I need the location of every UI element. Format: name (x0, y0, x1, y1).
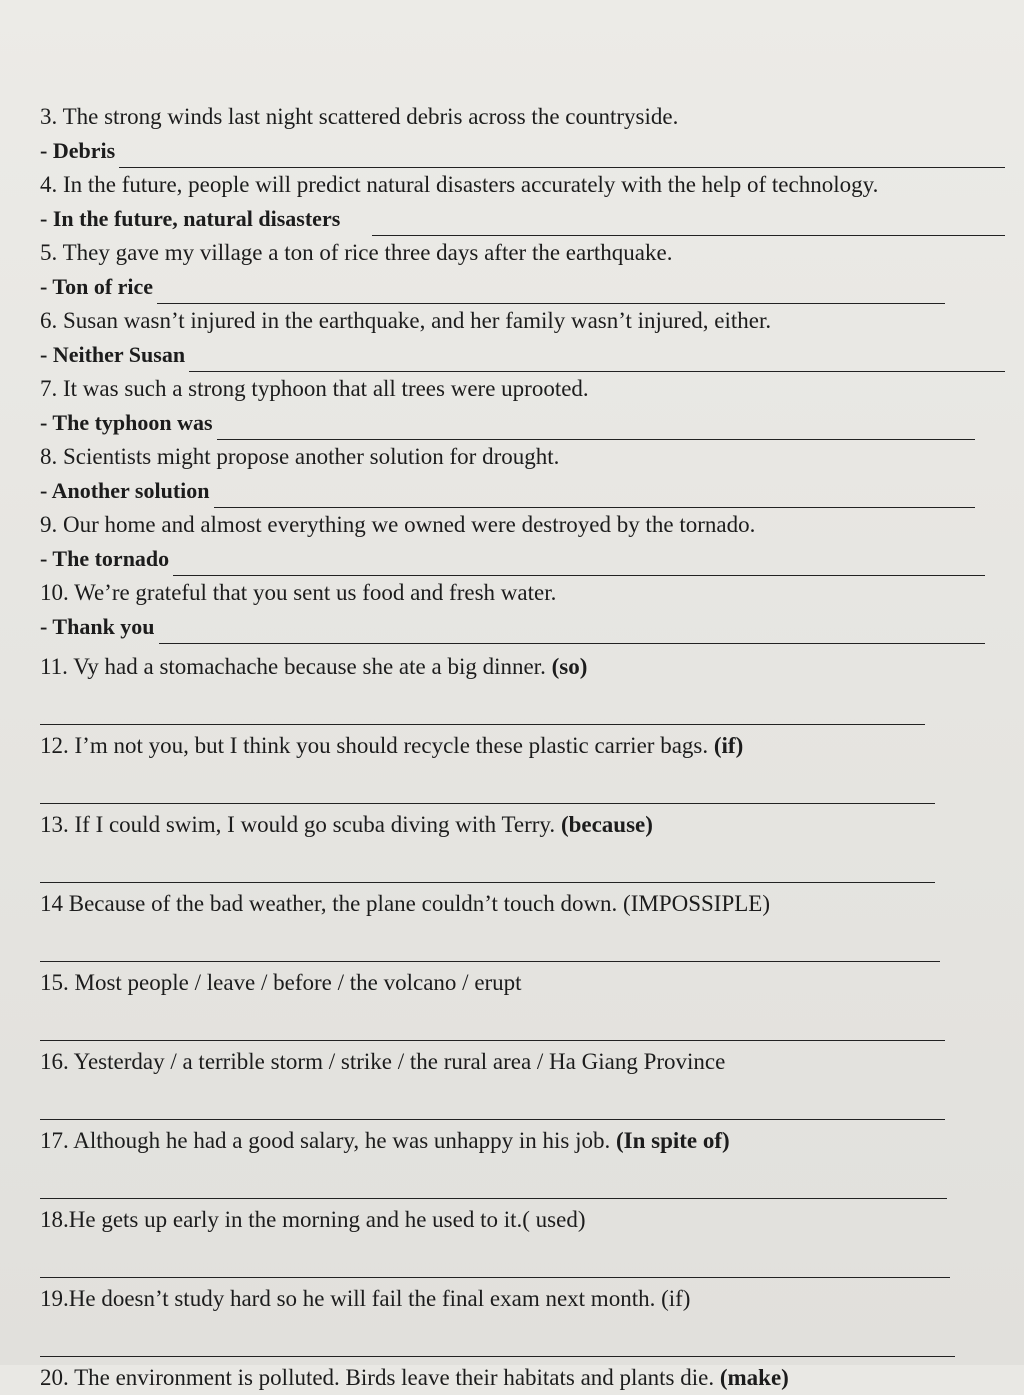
question-text: 16. Yesterday / a terrible storm / strike / the rural area / Ha Giang Province (40, 1049, 726, 1074)
item-4 (40, 168, 1005, 236)
question-sentence: 11. Vy had a stomachache because she ate a big dinner. (40, 654, 546, 679)
answer-lead: - The tornado (40, 546, 170, 571)
answer-lead: - Another solution (40, 478, 210, 503)
question-text (40, 650, 1005, 684)
item-19 (40, 1282, 1005, 1357)
question-hint: (so) (551, 654, 588, 679)
question-text: 10. We’re grateful that you sent us food and fresh water. (40, 580, 557, 605)
answer-blank[interactable] (159, 619, 985, 644)
item-13 (40, 808, 1005, 883)
answer-lead: - In the future, natural disasters (40, 206, 341, 231)
answer-blank[interactable] (157, 279, 945, 304)
item-18 (40, 1203, 1005, 1278)
question-text: 19.He doesn’t study hard so he will fail the final exam next month. (if) (40, 1286, 691, 1311)
answer-blank[interactable] (119, 143, 1005, 168)
question-sentence: 13. If I could swim, I would go scuba diving with Terry. (40, 812, 556, 837)
item-14 (40, 887, 1005, 962)
answer-rule[interactable] (40, 842, 935, 883)
answer-lead: - Ton of rice (40, 274, 154, 299)
answer-line[interactable] (40, 610, 1005, 644)
item-10 (40, 576, 1005, 644)
item-12 (40, 729, 1005, 804)
answer-rule[interactable] (40, 1000, 945, 1041)
answer-line[interactable] (40, 202, 1005, 236)
question-hint: (make) (719, 1365, 789, 1390)
exercise-list (40, 100, 1005, 1395)
question-text: 14 Because of the bad weather, the plane couldn’t touch down. (IMPOSSIPLE) (40, 891, 771, 916)
item-11 (40, 650, 1005, 725)
answer-lead: - The typhoon was (40, 410, 213, 435)
answer-rule[interactable] (40, 921, 940, 962)
answer-rule[interactable] (40, 1079, 945, 1120)
question-sentence: 20. The environment is polluted. Birds leave their habitats and plants die. (40, 1365, 715, 1390)
question-text: 7. It was such a strong typhoon that all trees were uprooted. (40, 376, 589, 401)
question-text: 3. The strong winds last night scattered debris across the countryside. (40, 104, 679, 129)
question-sentence: 12. I’m not you, but I think you should recycle these plastic carrier bags. (40, 733, 709, 758)
item-9 (40, 508, 1005, 576)
question-hint: (because) (560, 812, 653, 837)
answer-rule[interactable] (40, 1158, 947, 1199)
question-text: 9. Our home and almost everything we owned were destroyed by the tornado. (40, 512, 756, 537)
answer-lead: - Thank you (40, 614, 155, 639)
question-hint: (if) (713, 733, 744, 758)
answer-lead: - Neither Susan (40, 342, 186, 367)
question-text: 8. Scientists might propose another solution for drought. (40, 444, 560, 469)
answer-line[interactable] (40, 134, 1005, 168)
answer-lead: - Debris (40, 138, 116, 163)
answer-line[interactable] (40, 406, 1005, 440)
question-text (40, 729, 1005, 763)
answer-rule[interactable] (40, 1316, 955, 1357)
item-20 (40, 1361, 1005, 1395)
answer-line[interactable] (40, 338, 1005, 372)
item-3 (40, 100, 1005, 168)
answer-line[interactable] (40, 474, 1005, 508)
question-text (40, 1361, 1005, 1395)
item-7 (40, 372, 1005, 440)
question-text: 6. Susan wasn’t injured in the earthquake, and her family wasn’t injured, either. (40, 308, 772, 333)
question-text (40, 808, 1005, 842)
answer-rule[interactable] (40, 684, 925, 725)
answer-line[interactable] (40, 542, 1005, 576)
item-8 (40, 440, 1005, 508)
answer-blank[interactable] (217, 415, 975, 440)
question-hint: (In spite of) (615, 1128, 730, 1153)
answer-blank[interactable] (173, 551, 985, 576)
question-sentence: 17. Although he had a good salary, he was unhappy in his job. (40, 1128, 611, 1153)
answer-line[interactable] (40, 270, 1005, 304)
item-6 (40, 304, 1005, 372)
answer-rule[interactable] (40, 763, 935, 804)
question-text: 4. In the future, people will predict natural disasters accurately with the help of technology. (40, 172, 879, 197)
question-text: 15. Most people / leave / before / the volcano / erupt (40, 970, 522, 995)
answer-blank[interactable] (189, 347, 1005, 372)
item-17 (40, 1124, 1005, 1199)
question-text (40, 1124, 1005, 1158)
answer-rule[interactable] (40, 1237, 950, 1278)
item-15 (40, 966, 1005, 1041)
answer-blank[interactable] (372, 211, 1005, 236)
question-text: 18.He gets up early in the morning and he used to it.( used) (40, 1207, 586, 1232)
answer-blank[interactable] (214, 483, 975, 508)
item-5 (40, 236, 1005, 304)
item-16 (40, 1045, 1005, 1120)
question-text: 5. They gave my village a ton of rice three days after the earthquake. (40, 240, 673, 265)
